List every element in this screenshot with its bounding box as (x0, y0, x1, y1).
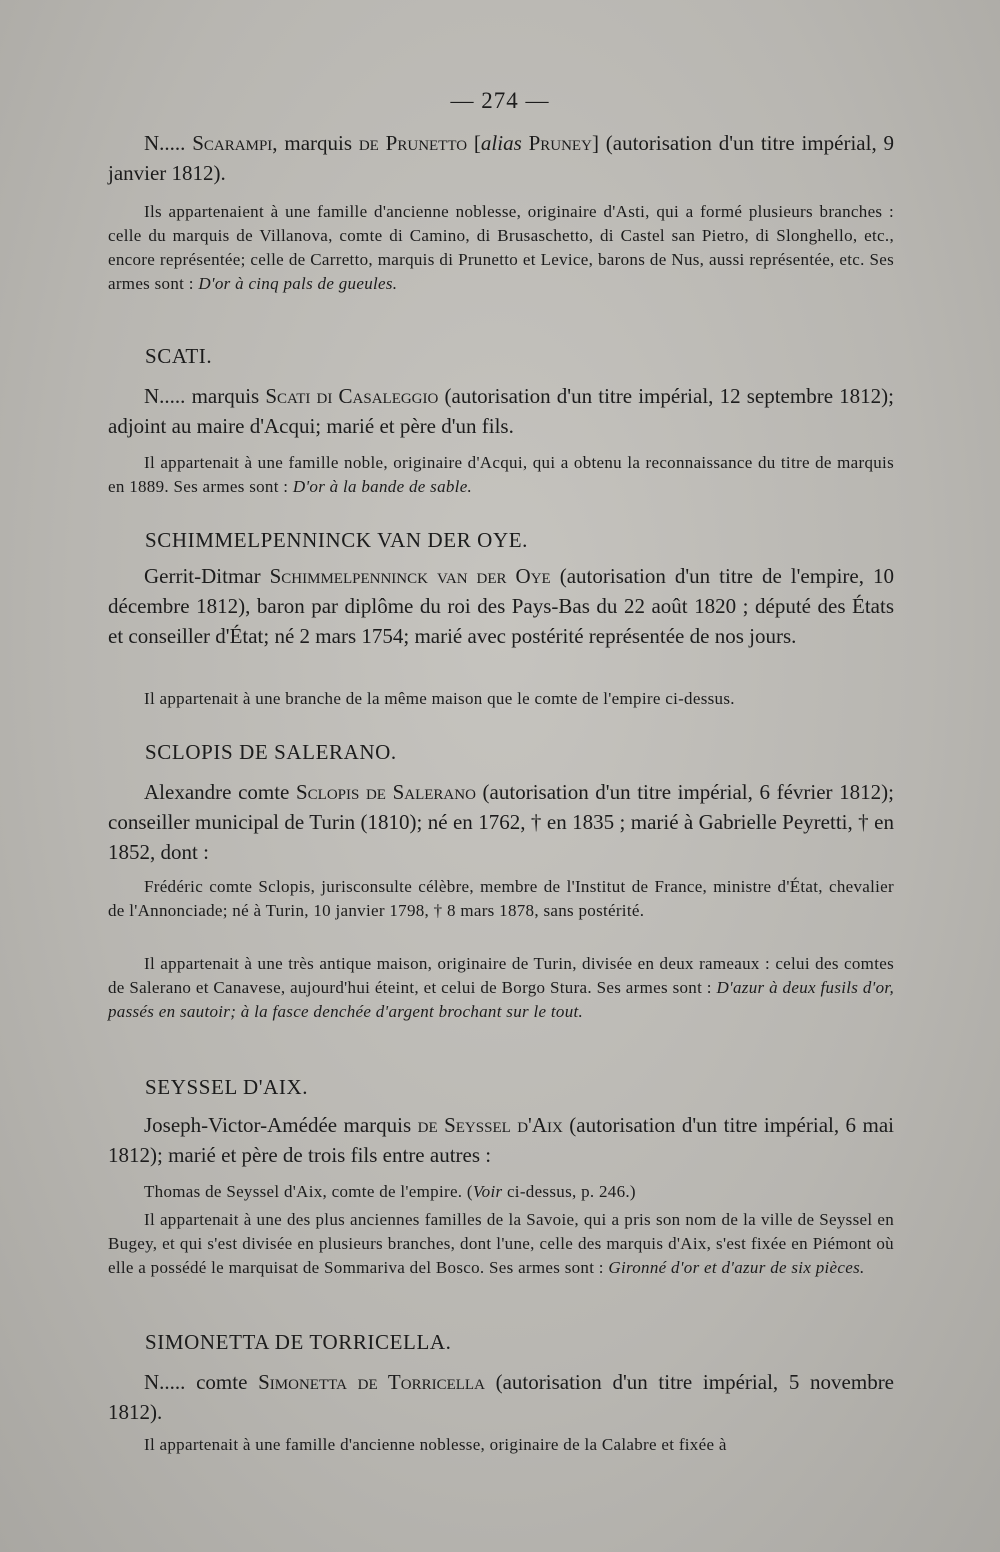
family-name: Scati di Casaleggio (265, 384, 439, 408)
seyssel-descendant-paragraph (108, 1180, 894, 1204)
text-run: N..... comte (144, 1370, 259, 1394)
text-run: Il appartenait à une des plus anciennes familles de la Savoie, qui a pris son nom de la ville de Seyssel en Bugey, et qui s'est divisée en plusieurs branches, dont l'une, celle des marquis d'Aix, s'est fixée en Piémont où elle a possédé le marquisat de Sommariva del Bosco. Ses armes sont : (108, 1210, 894, 1277)
text-run: Alexandre comte (144, 780, 296, 804)
text-run: (autorisation d'un titre de l'empire, 10 décembre 1812), baron par diplôme du roi des Pays-Bas du 22 août 1820 ; député des États et conseiller d'État; né 2 mars 1754; marié avec postérité représentée de nos jours. (108, 564, 894, 648)
family-name: Schimmelpenninck van der Oye (269, 564, 551, 588)
scati-description (108, 451, 894, 499)
sclopis-description-paragraph (108, 952, 894, 1024)
alias-italic: alias (480, 131, 522, 155)
coat-of-arms: D'azur à deux fusils d'or, passés en sautoir; à la fasce denchée d'argent brochant sur le tout. (108, 978, 894, 1021)
text-run: N..... (144, 131, 193, 155)
scati-entry (108, 381, 894, 441)
text-run: Ils appartenaient à une famille d'ancienne noblesse, originaire d'Asti, qui a formé plusieurs branches : celle du marquis de Villanova, comte di Camino, di Brusaschetto, di Castel san Pietro, di Slonghello, etc., encore représentée; celle de Carretto, marquis di Prunetto et Levice, barons de Nus, aussi représentée, etc. Ses armes sont : (108, 202, 894, 293)
schimmelpenninck-entry (108, 561, 894, 651)
seyssel-title-paragraph (108, 1110, 894, 1170)
text-run (379, 131, 386, 155)
scarampi-description-paragraph (108, 200, 894, 296)
seyssel-entry (108, 1110, 894, 1170)
scati-title-paragraph (108, 381, 894, 441)
text-run: N..... marquis (144, 384, 266, 408)
text-run: Il appartenait à une très antique maison, originaire de Turin, divisée en deux rameaux : celui des comtes de Salerano et Canavese, aujourd'hui éteint, et celui de Borgo Stura. Ses armes sont : (108, 954, 894, 997)
sclopis-description (108, 952, 894, 1024)
text-run (522, 131, 529, 155)
simonetta-title-paragraph (108, 1367, 894, 1427)
seyssel-description-paragraph (108, 1208, 894, 1280)
heading-schimmelpenninck: SCHIMMELPENNINCK VAN DER OYE. (145, 528, 528, 552)
simonetta-entry (108, 1367, 894, 1427)
scarampi-title-paragraph (108, 128, 894, 188)
heading-scati: SCATI. (145, 344, 213, 368)
family-name: de Seyssel d'Aix (417, 1113, 563, 1137)
schimmelpenninck-title-paragraph (108, 561, 894, 651)
simonetta-description-paragraph: Il appartenait à une famille d'ancienne noblesse, originaire de la Calabre et fixée à (144, 1435, 727, 1454)
sclopis-title-paragraph (108, 777, 894, 867)
text-run: Il appartenait à une famille noble, originaire d'Acqui, qui a obtenu la reconnaissance du titre de marquis en 1889. Ses armes sont : (108, 453, 894, 496)
text-run: ] (autorisation d'un titre impérial, 9 janvier 1812). (108, 131, 895, 185)
text-run: (autorisation d'un titre impérial, 6 mai 1812); marié et père de trois fils entre autres : (108, 1113, 894, 1167)
sclopis-descendant-paragraph: Frédéric comte Sclopis, jurisconsulte célèbre, membre de l'Institut de France, ministre d'État, chevalier de l'Annonciade; né à Turin, 10 janvier 1798, † 8 mars 1878, sans postérité. (108, 877, 894, 920)
heading-sclopis: SCLOPIS DE SALERANO. (145, 740, 397, 764)
text-run: (autorisation d'un titre impérial, 5 novembre 1812). (108, 1370, 895, 1424)
text-run: Gerrit-Ditmar (144, 564, 270, 588)
family-name: Pruney (528, 131, 592, 155)
sclopis-descendant (108, 875, 894, 923)
family-name: Scarampi (192, 131, 273, 155)
coat-of-arms: D'or à cinq pals de gueules. (198, 274, 398, 293)
family-name: Prunetto (385, 131, 468, 155)
schimmelpenninck-description (108, 687, 894, 711)
text-run: , marquis (272, 131, 359, 155)
text-run: ci-dessus, p. 246.) (502, 1182, 636, 1201)
scarampi-description (108, 200, 894, 296)
text-run: Joseph-Victor-Amédée marquis (144, 1113, 418, 1137)
heading-seyssel: SEYSSEL D'AIX. (145, 1075, 309, 1099)
text-run: (autorisation d'un titre impérial, 12 septembre 1812); adjoint au maire d'Acqui; marié et père d'un fils. (108, 384, 894, 438)
text-run: [ (467, 131, 481, 155)
text-run: de (358, 131, 379, 155)
text-run: Thomas de Seyssel d'Aix, comte de l'empire. ( (144, 1182, 473, 1201)
cross-reference: Voir (472, 1182, 503, 1201)
scarampi-entry (108, 128, 894, 188)
scati-description-paragraph (108, 451, 894, 499)
seyssel-descendant (108, 1180, 894, 1204)
seyssel-description (108, 1208, 894, 1280)
sclopis-entry (108, 777, 894, 867)
coat-of-arms: Gironné d'or et d'azur de six pièces. (608, 1258, 865, 1277)
page-number: — 274 — (450, 88, 550, 113)
family-name: Simonetta de Torricella (258, 1370, 485, 1394)
coat-of-arms: D'or à la bande de sable. (292, 477, 473, 496)
family-name: Sclopis de Salerano (296, 780, 476, 804)
text-run: (autorisation d'un titre impérial, 6 février 1812); conseiller municipal de Turin (1810); né en 1762, † en 1835 ; marié à Gabrielle Peyretti, † en 1852, dont : (108, 780, 894, 864)
simonetta-description (108, 1433, 894, 1457)
schimmelpenninck-description-paragraph: Il appartenait à une branche de la même maison que le comte de l'empire ci-dessus. (144, 689, 735, 708)
heading-simonetta: SIMONETTA DE TORRICELLA. (145, 1330, 452, 1354)
